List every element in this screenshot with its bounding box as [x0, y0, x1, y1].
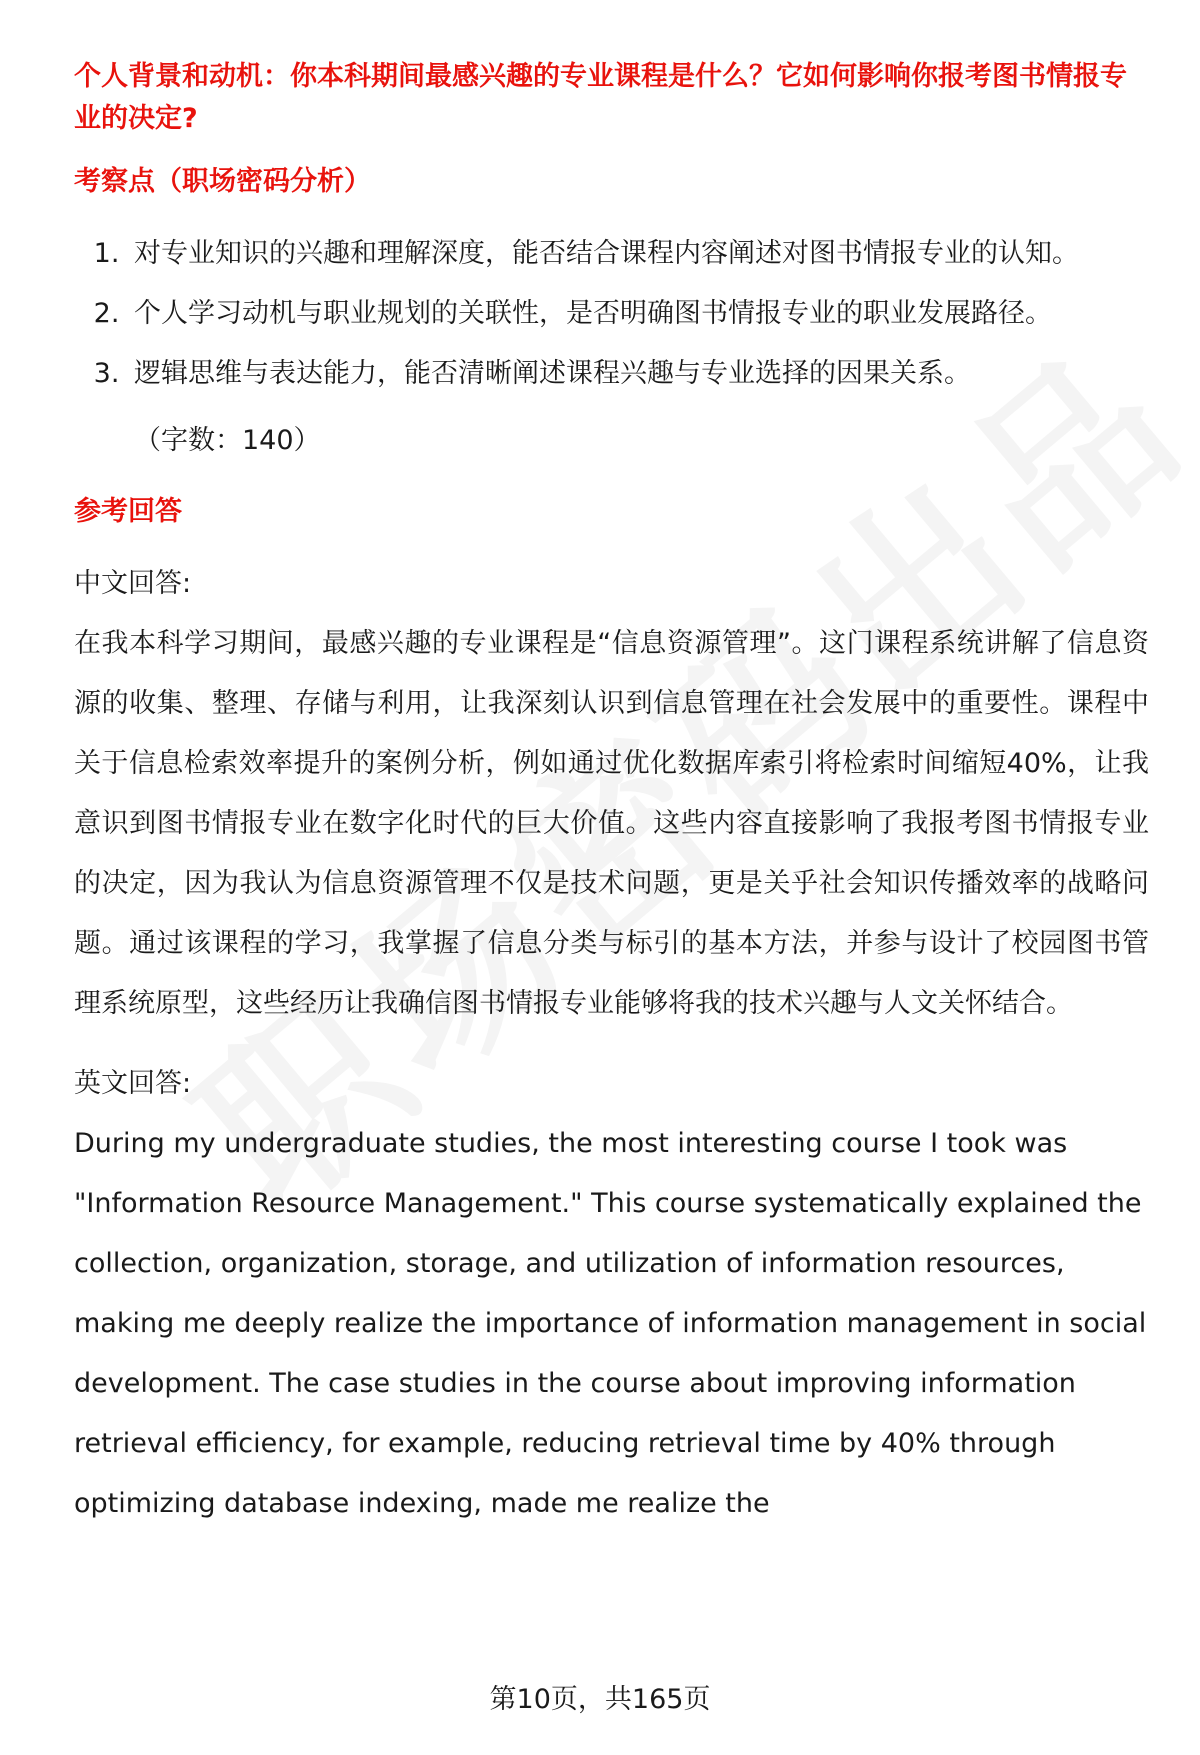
question-title: 个人背景和动机：你本科期间最感兴趣的专业课程是什么？它如何影响你报考图书情报专业的决定?: [74, 61, 1127, 134]
english-answer-text: During my undergraduate studies, the most interesting course I took was "Information Resource Management." This course systematically explained the collection, organization, storage, and utilization of information resources, making me deeply realize the importance of information management in social development. The case studies in the course about improving information retrieval efficiency, for example, reducing retrieval time by 40% through optimizing database indexing, made me realize the: [74, 1128, 1147, 1519]
list-item: 3. 逻辑思维与表达能力，能否清晰阐述课程兴趣与专业选择的因果关系。: [128, 344, 1149, 404]
chinese-answer-label: 中文回答:: [74, 568, 192, 599]
page-footer: 第10页，共165页: [489, 1684, 711, 1715]
focus-points-list: [74, 224, 1149, 404]
answer-heading: 参考回答: [74, 496, 182, 527]
list-item: 2. 个人学习动机与职业规划的关联性，是否明确图书情报专业的职业发展路径。: [128, 284, 1149, 344]
english-answer-label: 英文回答:: [74, 1068, 192, 1099]
list-item: 1. 对专业知识的兴趣和理解深度，能否结合课程内容阐述对图书情报专业的认知。: [128, 224, 1149, 284]
focus-heading: 考察点（职场密码分析）: [74, 166, 371, 197]
chinese-answer-text: 在我本科学习期间，最感兴趣的专业课程是“信息资源管理”。这门课程系统讲解了信息资源的收集、整理、存储与利用，让我深刻认识到信息管理在社会发展中的重要性。课程中关于信息检索效率提升的案例分析，例如通过优化数据库索引将检索时间缩短40%，让我意识到图书情报专业在数字化时代的巨大价值。这些内容直接影响了我报考图书情报专业的决定，因为我认为信息资源管理不仅是技术问题，更是关乎社会知识传播效率的战略问题。通过该课程的学习，我掌握了信息分类与标引的基本方法，并参与设计了校园图书管理系统原型，这些经历让我确信图书情报专业能够将我的技术兴趣与人文关怀结合。: [74, 628, 1149, 1019]
word-count: （字数：140）: [134, 425, 321, 456]
document-page: [74, 56, 1149, 1534]
